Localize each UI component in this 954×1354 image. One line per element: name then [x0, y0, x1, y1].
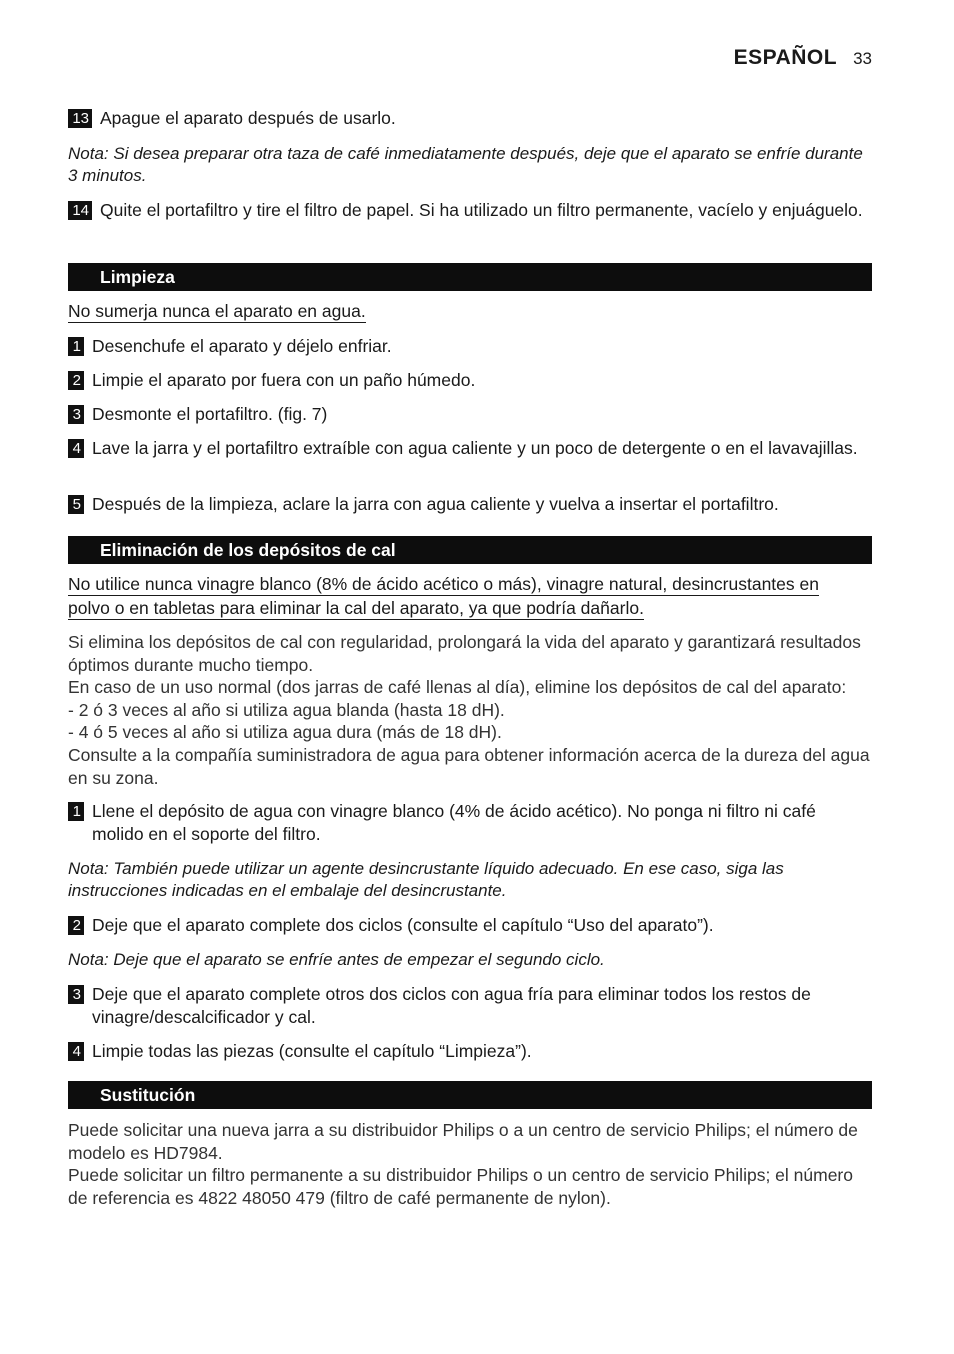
sustitucion-para-1: Puede solicitar una nueva jarra a su distribuidor Philips o a un centro de servicio Philips; el número de modelo es HD7984. — [68, 1120, 858, 1163]
intro-line: Consulte a la compañía suministradora de agua para obtener información acerca de la dureza del agua en su zona. — [68, 744, 870, 788]
limpieza-step-4 — [68, 437, 872, 460]
step-text: Quite el portafiltro y tire el filtro de papel. Si ha utilizado un filtro permanente, vacíelo y enjuáguelo. — [100, 200, 863, 220]
step-text: Deje que el aparato complete dos ciclos (consulte el capítulo “Uso del aparato”). — [92, 915, 714, 935]
limpieza-step-2 — [68, 369, 872, 392]
step-text: Después de la limpieza, aclare la jarra con agua caliente y vuelva a insertar el portafiltro. — [92, 494, 779, 514]
page-number: 33 — [853, 49, 872, 68]
step-text: Limpie el aparato por fuera con un paño húmedo. — [92, 370, 476, 390]
intro-line: - 4 ó 5 veces al año si utiliza agua dura (más de 18 dH). — [68, 722, 502, 743]
descalcificacion-intro — [68, 631, 872, 789]
sustitucion-body — [68, 1119, 872, 1209]
step-text: Desenchufe el aparato y déjelo enfriar. — [92, 336, 392, 356]
descal-step-3 — [68, 983, 872, 1029]
warning-line-1: No utilice nunca vinagre blanco (8% de ácido acético o más), vinagre natural, desincrustantes en — [68, 574, 819, 594]
limpieza-step-3 — [68, 403, 872, 426]
step-number: 14 — [68, 201, 92, 220]
intro-line: Si elimina los depósitos de cal con regularidad, prolongará la vida del aparato y garantizará resultados óptimos durante mucho tiempo. — [68, 632, 861, 675]
section-heading-descalcificacion: Eliminación de los depósitos de cal — [68, 536, 872, 564]
step-number: 2 — [68, 371, 84, 390]
warning-text: No sumerja nunca el aparato en agua. — [68, 301, 366, 321]
warning-descalcificacion — [68, 573, 872, 620]
warning-limpieza — [68, 300, 872, 324]
intro-line: En caso de un uso normal (dos jarras de café llenas al día), elimine los depósitos de cal del aparato: — [68, 677, 847, 698]
step-number: 4 — [68, 1042, 84, 1061]
step-number: 1 — [68, 337, 84, 356]
step-number: 3 — [68, 985, 84, 1004]
step-number: 3 — [68, 405, 84, 424]
section-heading-sustitucion: Sustitución — [68, 1081, 872, 1109]
step-number: 5 — [68, 495, 84, 514]
page-header — [734, 46, 872, 70]
step-text: Limpie todas las piezas (consulte el capítulo “Limpieza”). — [92, 1041, 532, 1061]
note-cool-down: Nota: Si desea preparar otra taza de café inmediatamente después, deje que el aparato se enfríe durante 3 minutos. — [68, 144, 863, 185]
descal-step-1 — [68, 800, 872, 846]
sustitucion-para-2: Puede solicitar un filtro permanente a su distribuidor Philips o un centro de servicio Philips; el número de referencia es 4822 48050 479 (filtro de café permanente de nylon). — [68, 1165, 853, 1208]
step-number: 13 — [68, 109, 92, 128]
warning-line-2: polvo o en tabletas para eliminar la cal del aparato, ya que podría dañarlo. — [68, 597, 644, 618]
step-14 — [68, 199, 872, 222]
limpieza-step-1 — [68, 335, 872, 358]
step-text: Lave la jarra y el portafiltro extraíble con agua caliente y un poco de detergente o en el lavavajillas. — [92, 438, 858, 458]
step-number: 1 — [68, 802, 84, 821]
step-text: Desmonte el portafiltro. (fig. 7) — [92, 404, 328, 424]
section-heading-limpieza: Limpieza — [68, 263, 872, 291]
step-13 — [68, 107, 872, 130]
step-text: Apague el aparato después de usarlo. — [100, 108, 396, 128]
descal-step-2 — [68, 914, 872, 937]
note-segundo-ciclo: Nota: Deje que el aparato se enfríe antes de empezar el segundo ciclo. — [68, 950, 605, 969]
step-text: Llene el depósito de agua con vinagre blanco (4% de ácido acético). No ponga ni filtro ni café molido en el soporte del filtro. — [92, 801, 816, 844]
descal-step-4 — [68, 1040, 872, 1063]
note-desincrustante: Nota: También puede utilizar un agente desincrustante líquido adecuado. En ese caso, siga las instrucciones indicadas en el embalaje del desincrustante. — [68, 859, 784, 900]
step-text: Deje que el aparato complete otros dos ciclos con agua fría para eliminar todos los restos de vinagre/descalcificador y cal. — [92, 984, 811, 1027]
step-number: 2 — [68, 916, 84, 935]
step-number: 4 — [68, 439, 84, 458]
intro-line: - 2 ó 3 veces al año si utiliza agua blanda (hasta 18 dH). — [68, 699, 505, 720]
limpieza-step-5 — [68, 493, 872, 516]
language-label: ESPAÑOL — [733, 46, 838, 69]
